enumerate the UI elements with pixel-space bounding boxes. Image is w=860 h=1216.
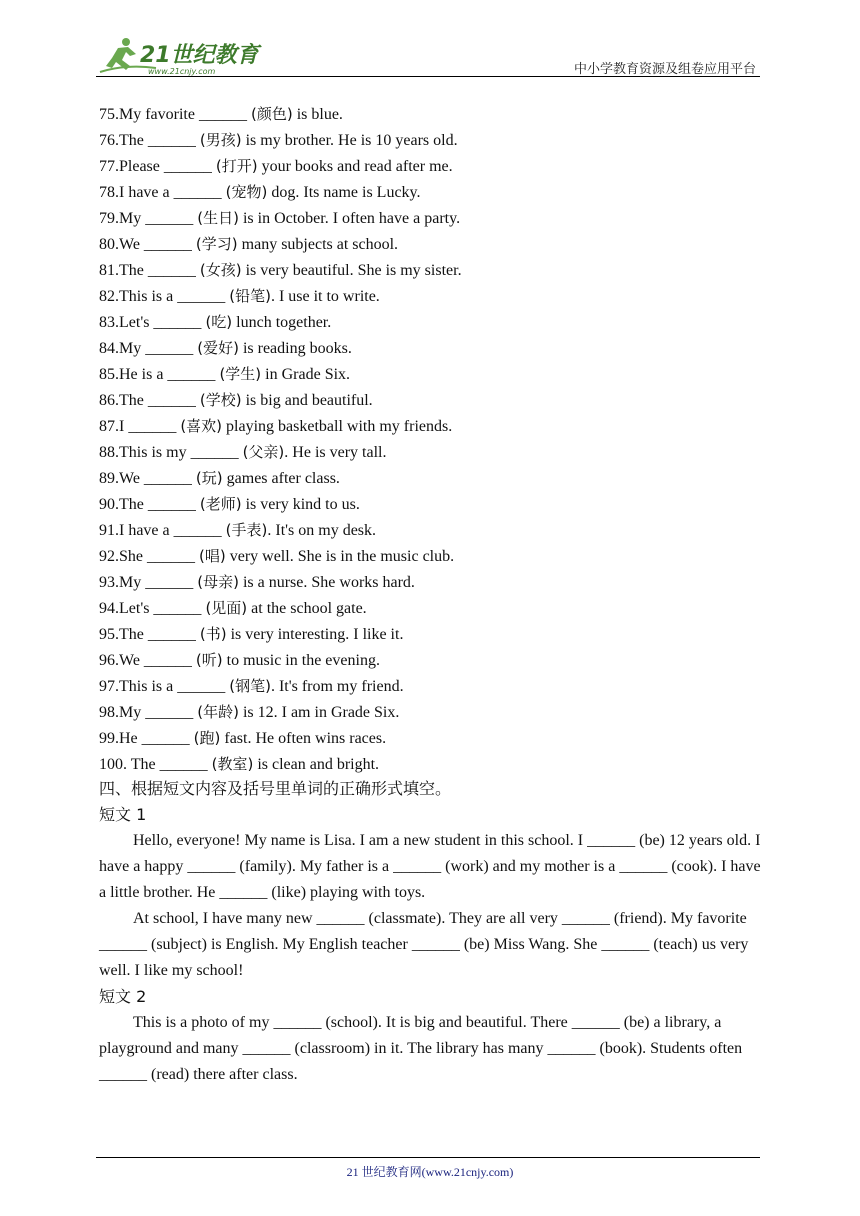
- passage-2-label: 短文 2: [99, 987, 147, 1006]
- footer-text: 21 世纪教育网(www.21cnjy.com): [346, 1165, 514, 1179]
- question-item: [99, 127, 769, 153]
- question-number: 79.: [99, 210, 119, 227]
- question-text-before: Let's ______: [119, 314, 206, 331]
- question-item: [99, 153, 769, 179]
- question-number: 94.: [99, 600, 119, 617]
- question-item: [99, 725, 769, 751]
- question-number: 86.: [99, 392, 119, 409]
- question-text-after: lunch together.: [232, 314, 332, 331]
- question-number: 97.: [99, 678, 119, 695]
- question-text-after: your books and read after me.: [257, 158, 453, 175]
- section-title: 四、根据短文内容及括号里单词的正确形式填空。: [99, 779, 452, 798]
- question-text-before: My ______: [119, 704, 198, 721]
- question-text-before: Please ______: [119, 158, 216, 175]
- question-item: [99, 309, 769, 335]
- question-chinese-hint: (老师): [199, 495, 242, 513]
- question-text-before: The ______: [119, 262, 200, 279]
- question-number: 80.: [99, 236, 119, 253]
- question-item: [99, 387, 769, 413]
- question-number: 91.: [99, 522, 119, 539]
- question-number: 89.: [99, 470, 119, 487]
- question-text-after: is clean and bright.: [253, 756, 380, 773]
- question-text-after: in Grade Six.: [261, 366, 351, 383]
- question-text-before: This is my ______: [119, 444, 243, 461]
- question-item: [99, 491, 769, 517]
- question-number: 75.: [99, 106, 119, 123]
- question-text-before: I have a ______: [119, 184, 226, 201]
- question-item: [99, 595, 769, 621]
- question-number: 90.: [99, 496, 119, 513]
- passage-1-paragraph-1: Hello, everyone! My name is Lisa. I am a new student in this school. I ______ (be) 12 years old. I have a happy ______ (family). My father is a ______ (work) and my mother is a ______ (cook). I have a little brother. He ______ (like) playing with toys.: [99, 832, 761, 901]
- question-text-before: The ______: [119, 392, 200, 409]
- question-text-after: fast. He often wins races.: [220, 730, 387, 747]
- footer-divider: [96, 1157, 760, 1158]
- question-text-before: My ______: [119, 574, 198, 591]
- question-number: 84.: [99, 340, 119, 357]
- question-text-before: My ______: [119, 210, 198, 227]
- question-text-after: is my brother. He is 10 years old.: [241, 132, 458, 149]
- question-chinese-hint: (跑): [193, 729, 221, 747]
- question-chinese-hint: (爱好): [197, 339, 239, 357]
- question-chinese-hint: (书): [199, 625, 227, 643]
- logo-url: www.21cnjy.com: [148, 67, 216, 76]
- question-text-after: . It's from my friend.: [270, 678, 404, 695]
- passage-2-paragraph-1: This is a photo of my ______ (school). It is big and beautiful. There ______ (be) a library, a playground and many ______ (classroom) in it. The library has many ______ (book). Students often ______ (read) there after class.: [99, 1014, 743, 1083]
- question-number: 76.: [99, 132, 119, 149]
- page-header: [96, 34, 760, 78]
- question-item: [99, 335, 769, 361]
- question-text-before: This is a ______: [119, 288, 230, 305]
- question-text-after: games after class.: [222, 470, 340, 487]
- runner-icon: [96, 34, 276, 76]
- question-text-after: is very beautiful. She is my sister.: [241, 262, 462, 279]
- question-chinese-hint: (母亲): [197, 573, 239, 591]
- question-number: 99.: [99, 730, 119, 747]
- question-item: [99, 465, 769, 491]
- question-chinese-hint: (见面): [205, 599, 248, 617]
- question-item: [99, 205, 769, 231]
- question-number: 83.: [99, 314, 119, 331]
- question-item: [99, 569, 769, 595]
- question-chinese-hint: (女孩): [199, 261, 242, 279]
- question-text-before: I ______: [119, 418, 181, 435]
- question-number: 85.: [99, 366, 119, 383]
- question-number: 93.: [99, 574, 119, 591]
- question-chinese-hint: (唱): [199, 547, 226, 565]
- question-chinese-hint: (父亲): [242, 443, 285, 461]
- question-item: [99, 673, 769, 699]
- question-number: 81.: [99, 262, 119, 279]
- question-text-before: He ______: [119, 730, 194, 747]
- question-text-before: We ______: [119, 652, 196, 669]
- question-number: 92.: [99, 548, 119, 565]
- question-list: [99, 101, 769, 777]
- question-item: [99, 257, 769, 283]
- question-chinese-hint: (教室): [211, 755, 254, 773]
- question-chinese-hint: (男孩): [199, 131, 242, 149]
- question-chinese-hint: (手表): [225, 521, 268, 539]
- question-item: [99, 231, 769, 257]
- question-text-after: is big and beautiful.: [241, 392, 373, 409]
- question-text-after: is blue.: [292, 106, 343, 123]
- header-platform-text: 中小学教育资源及组卷应用平台: [573, 62, 756, 77]
- question-item: [99, 543, 769, 569]
- question-text-after: dog. Its name is Lucky.: [267, 184, 421, 201]
- question-text-before: My ______: [119, 340, 198, 357]
- question-chinese-hint: (铅笔): [229, 287, 271, 305]
- question-text-after: is 12. I am in Grade Six.: [238, 704, 400, 721]
- question-text-after: to music in the evening.: [222, 652, 380, 669]
- question-text-before: Let's ______: [119, 600, 206, 617]
- question-chinese-hint: (玩): [195, 469, 223, 487]
- question-number: 87.: [99, 418, 119, 435]
- question-chinese-hint: (学校): [199, 391, 242, 409]
- question-chinese-hint: (钢笔): [229, 677, 271, 695]
- logo-text: 21世纪教育: [140, 43, 259, 68]
- question-text-before: The ______: [119, 626, 200, 643]
- question-number: 98.: [99, 704, 119, 721]
- question-number: 100.: [99, 756, 127, 773]
- question-number: 78.: [99, 184, 119, 201]
- question-text-after: is very interesting. I like it.: [226, 626, 404, 643]
- question-chinese-hint: (打开): [215, 157, 258, 175]
- question-item: [99, 413, 769, 439]
- question-text-before: She ______: [119, 548, 199, 565]
- question-chinese-hint: (宠物): [225, 183, 268, 201]
- question-item: [99, 361, 769, 387]
- question-item: [99, 517, 769, 543]
- question-text-after: many subjects at school.: [237, 236, 399, 253]
- question-chinese-hint: (生日): [197, 209, 239, 227]
- question-text-after: is reading books.: [238, 340, 352, 357]
- question-text-after: at the school gate.: [247, 600, 367, 617]
- question-item: [99, 699, 769, 725]
- question-text-after: very well. She is in the music club.: [225, 548, 455, 565]
- question-number: 95.: [99, 626, 119, 643]
- question-text-after: . He is very tall.: [284, 444, 387, 461]
- question-text-before: He is a ______: [119, 366, 220, 383]
- question-text-after: is in October. I often have a party.: [238, 210, 461, 227]
- question-text-before: The ______: [119, 496, 200, 513]
- question-text-after: playing basketball with my friends.: [222, 418, 453, 435]
- question-item: [99, 179, 769, 205]
- question-number: 96.: [99, 652, 119, 669]
- question-chinese-hint: (学生): [219, 365, 262, 383]
- question-text-after: . I use it to write.: [270, 288, 380, 305]
- question-item: [99, 621, 769, 647]
- question-item: [99, 647, 769, 673]
- question-chinese-hint: (学习): [195, 235, 238, 253]
- question-item: [99, 751, 769, 777]
- question-text-after: . It's on my desk.: [267, 522, 377, 539]
- question-text-before: We ______: [119, 470, 196, 487]
- question-text-before: The ______: [119, 132, 200, 149]
- header-divider: [96, 76, 760, 77]
- question-text-after: is a nurse. She works hard.: [238, 574, 415, 591]
- passage-1-label: 短文 1: [99, 805, 147, 824]
- question-text-after: is very kind to us.: [241, 496, 360, 513]
- question-item: [99, 283, 769, 309]
- question-chinese-hint: (吃): [205, 313, 233, 331]
- site-logo: [96, 34, 276, 76]
- question-number: 82.: [99, 288, 119, 305]
- question-chinese-hint: (年龄): [197, 703, 239, 721]
- question-chinese-hint: (喜欢): [180, 417, 223, 435]
- question-text-before: My favorite ______: [119, 106, 251, 123]
- question-number: 88.: [99, 444, 119, 461]
- question-text-before: We ______: [119, 236, 196, 253]
- passage-1-paragraph-2: At school, I have many new ______ (classmate). They are all very ______ (friend). My favorite ______ (subject) is English. My English teacher ______ (be) Miss Wang. She ______ (teach) us very well. I like my school!: [99, 910, 749, 979]
- question-text-before: The ______: [127, 756, 212, 773]
- question-text-before: I have a ______: [119, 522, 226, 539]
- question-chinese-hint: (听): [195, 651, 223, 669]
- question-text-before: This is a ______: [119, 678, 230, 695]
- question-item: [99, 101, 769, 127]
- question-chinese-hint: (颜色): [250, 105, 293, 123]
- question-item: [99, 439, 769, 465]
- question-number: 77.: [99, 158, 119, 175]
